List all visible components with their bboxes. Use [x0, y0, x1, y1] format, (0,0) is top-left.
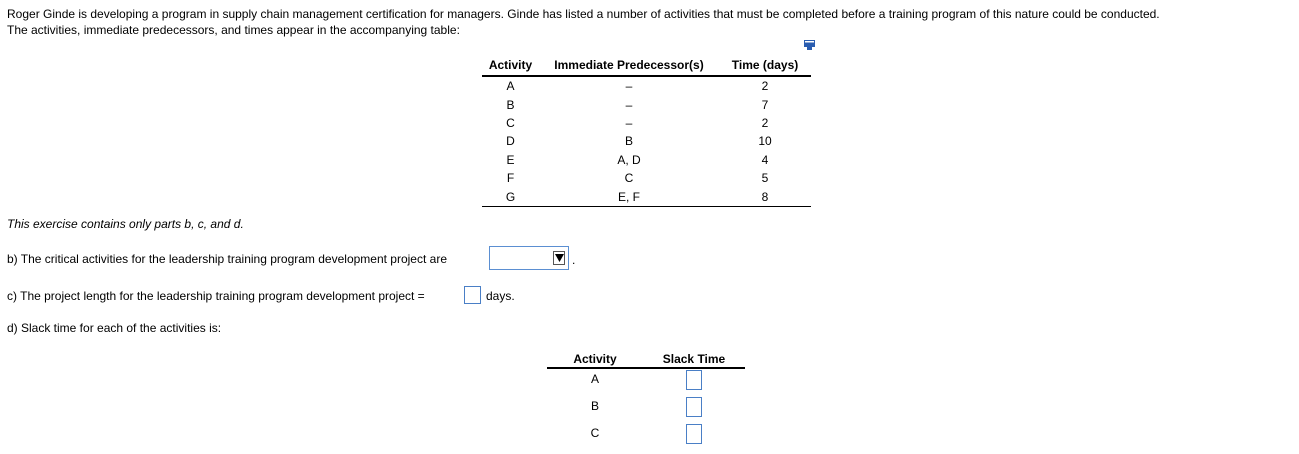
slack-table: [547, 350, 745, 450]
table-row: [547, 423, 745, 450]
cell-activity: D: [506, 134, 515, 149]
slack-input-c[interactable]: [686, 424, 702, 444]
activity-table: [482, 56, 811, 207]
cell-activity: A: [506, 79, 515, 94]
header-activity: Activity: [482, 56, 539, 76]
cell-predecessors: –: [625, 79, 633, 94]
table-row: [482, 95, 811, 113]
intro-line-1: Roger Ginde is developing a program in supply chain management certification for managers. Ginde has listed a number of activities that must be completed before a training program of this nature could be conducted.: [7, 7, 1160, 21]
cell-time: 10: [758, 134, 772, 149]
slack-header-slack: Slack Time: [643, 350, 745, 368]
cell-time: 5: [761, 171, 769, 186]
cell-predecessors: –: [625, 115, 633, 130]
cell-time: 2: [761, 79, 769, 94]
table-row: [482, 169, 811, 187]
table-row: [482, 132, 811, 150]
cell-activity: B: [506, 97, 515, 112]
cell-time: 4: [761, 152, 769, 167]
cell-predecessors: E, F: [539, 187, 719, 206]
header-time: Time (days): [719, 56, 811, 76]
table-row: [482, 76, 811, 95]
table-row: [482, 114, 811, 132]
triangle-down-icon[interactable]: [553, 251, 565, 265]
cell-activity: C: [506, 115, 515, 130]
cell-activity: F: [506, 171, 515, 186]
slack-input-a[interactable]: [686, 370, 702, 390]
part-c-label: c) The project length for the leadership training program development project =: [7, 289, 425, 303]
cell-activity: G: [482, 187, 539, 206]
part-b-period: .: [572, 253, 576, 267]
cell-predecessors: C: [624, 171, 634, 186]
table-row: [482, 187, 811, 206]
intro-line-2: The activities, immediate predecessors, and times appear in the accompanying table:: [7, 23, 460, 37]
problem-statement: [7, 6, 1287, 38]
slack-header-activity: Activity: [547, 350, 643, 368]
cell-predecessors: B: [624, 134, 633, 149]
exercise-note: This exercise contains only parts b, c, and d.: [7, 217, 244, 231]
cell-time: 2: [761, 115, 769, 130]
project-length-input[interactable]: [464, 286, 481, 304]
days-unit: days.: [486, 289, 515, 303]
critical-activities-select[interactable]: [489, 246, 569, 270]
slack-input-b[interactable]: [686, 397, 702, 417]
cell-activity: E: [506, 152, 515, 167]
cell-time: 8: [719, 187, 811, 206]
cell-time: 7: [761, 97, 769, 112]
table-row: [547, 396, 745, 423]
cell-predecessors: –: [625, 97, 633, 112]
part-d-label: d) Slack time for each of the activities is:: [7, 321, 222, 335]
slack-cell-activity: C: [590, 426, 600, 440]
table-row: [482, 151, 811, 169]
cell-predecessors: A, D: [617, 152, 641, 167]
slack-cell-activity: B: [590, 399, 599, 413]
copy-icon[interactable]: [804, 40, 816, 54]
slack-cell-activity: A: [590, 372, 599, 386]
part-b-label: b) The critical activities for the leadership training program development project are: [7, 252, 447, 266]
table-row: [547, 368, 745, 396]
header-predecessors: Immediate Predecessor(s): [539, 56, 719, 76]
